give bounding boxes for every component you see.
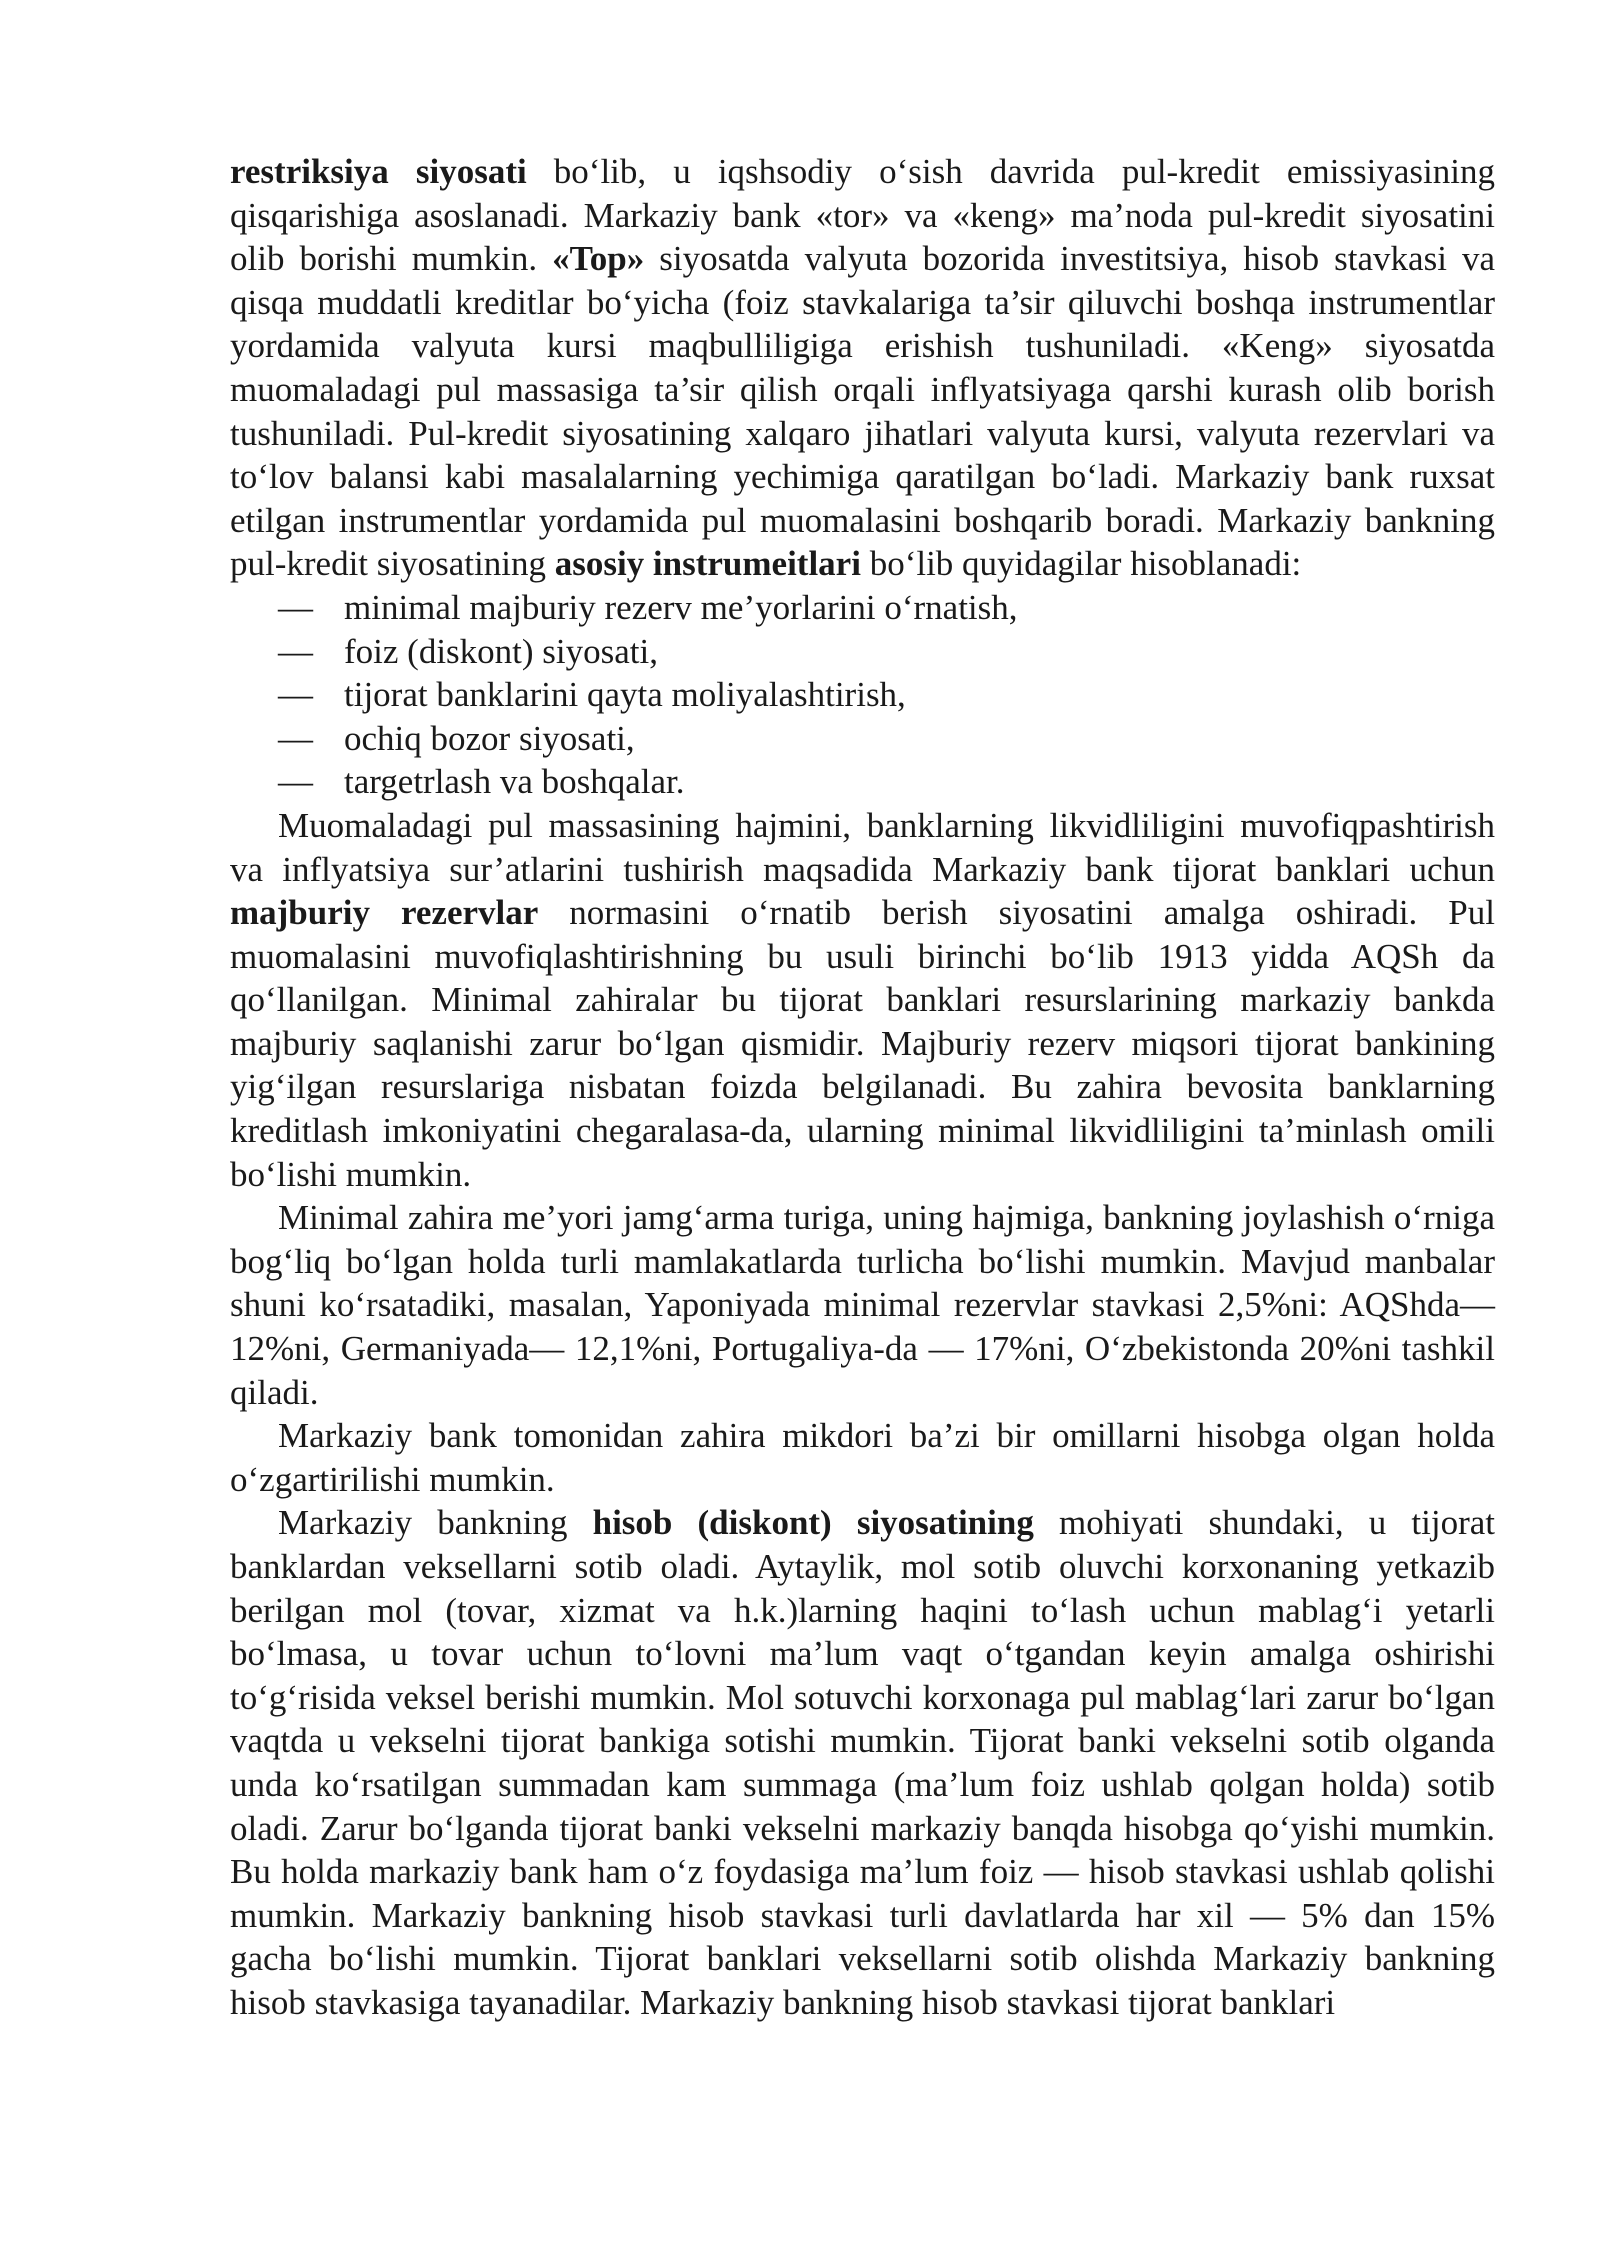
- text: bo‘lib quyidagilar hisoblanadi:: [860, 544, 1302, 584]
- paragraph-restriction-policy: [230, 150, 1495, 586]
- dash-bullet: —: [278, 675, 313, 715]
- dash-bullet: —: [278, 631, 313, 671]
- text: normasini o‘rnatib berish siyosatini amalga oshiradi. Pul muomalasini muvofiqlashtirishning bu usuli birinchi bo‘lib 1913 yidda AQSh da qo‘llanilgan. Minimal zahiralar bu tijorat banklari resurslarining markaziy bankda majburiy saqlanishi zarur bo‘lgan qismidir. Majburiy rezerv miqsori tijorat bankining yig‘ilgan resurslariga nisbatan foizda belgilanadi. Bu zahira bevosita banklarning kreditlash imkoniyatini chegaralasa-da, ularning minimal likvidliligini ta’minlash omili bo‘lishi mumkin.: [230, 893, 1495, 1194]
- document-page: [230, 150, 1495, 2025]
- dash-bullet: —: [278, 718, 313, 758]
- paragraph-mandatory-reserves: [230, 804, 1495, 1196]
- list-item: — ochiq bozor siyosati,: [230, 717, 1495, 761]
- text: bo‘lib, u iqshsodiy o‘sish davrida pul-kredit emissiyasining qisqarishiga asoslanadi. Markaziy bank «tor» va «keng» ma’noda pul-kredit siyosatini olib borishi mumkin.: [230, 152, 1495, 279]
- instruments-list: [230, 586, 1495, 804]
- dash-bullet: —: [278, 587, 313, 627]
- paragraph-minimal-reserve-rates: Minimal zahira me’yori jamg‘arma turiga, uning hajmiga, bankning joylashish o‘rniga bog‘liq bo‘lgan holda turli mamlakatlarda turlicha bo‘lishi mumkin. Mavjud manbalar shuni ko‘rsatadiki, masalan, Yaponiyada minimal rezervlar stavkasi 2,5%ni: AQShda— 12%ni, Germaniyada— 12,1%ni, Portugaliya-da — 17%ni, O‘zbekistonda 20%ni tashkil qiladi.: [230, 1198, 1495, 1412]
- dash-bullet: —: [278, 762, 313, 802]
- text: Muomaladagi pul massasining hajmini, banklarning likvidliligini muvofiqpashtirish va inflyatsiya sur’atlarini tushirish maqsadida Markaziy bank tijorat banklari uchun: [230, 805, 1495, 889]
- paragraph-reserve-changes: Markaziy bank tomonidan zahira mikdori ba’zi bir omillarni hisobga olgan holda o‘zgartirilishi mumkin.: [230, 1416, 1495, 1499]
- term-discount-policy: hisob (diskont) siyosatining: [592, 1503, 1034, 1543]
- paragraph-discount-policy: [230, 1501, 1495, 2024]
- list-item: — tijorat banklarini qayta moliyalashtirish,: [230, 673, 1495, 717]
- list-item: — foiz (diskont) siyosati,: [230, 630, 1495, 674]
- text: Markaziy bankning: [278, 1503, 593, 1543]
- list-item: — minimal majburiy rezerv me’yorlarini o‘rnatish,: [230, 586, 1495, 630]
- term-main-instruments: asosiy instrumeitlari: [554, 544, 861, 584]
- list-item: — targetrlash va boshqalar.: [230, 760, 1495, 804]
- text: siyosatda valyuta bozorida investitsiya, hisob stavkasi va qisqa muddatli kreditlar bo‘yicha (foiz stavkalariga ta’sir qiluvchi boshqa instrumentlar yordamida valyuta kursi maqbulliligiga erishish tushuniladi. «Keng» siyosatda muomaladagi pul massasiga ta’sir qilish orqali inflyatsiyaga qarshi kurash olib borish tushuniladi. Pul-kredit siyosatining xalqaro jihatlari valyuta kursi, valyuta rezervlari va to‘lov balansi kabi masalalarning yechimiga qaratilgan bo‘ladi. Markaziy bank ruxsat etilgan instrumentlar yordamida pul muomalasini boshqarib boradi. Markaziy bankning pul-kredit siyosatining: [230, 239, 1495, 584]
- term-narrow-policy: «Top»: [552, 239, 645, 279]
- term-restriction-policy: restriksiya siyosati: [230, 152, 527, 191]
- term-mandatory-reserves: majburiy rezervlar: [230, 893, 539, 933]
- text: mohiyati shundaki, u tijorat banklardan veksellarni sotib oladi. Aytaylik, mol sotib oluvchi korxonaning yetkazib berilgan mol (tovar, xizmat va h.k.)larning haqini to‘lash uchun mablag‘i yetarli bo‘lmasa, u tovar uchun to‘lovni ma’lum vaqt o‘tgandan keyin amalga oshirishi to‘g‘risida veksel berishi mumkin. Mol sotuvchi korxonaga pul mablag‘lari zarur bo‘lgan vaqtda u vekselni tijorat bankiga sotishi mumkin. Tijorat banki vekselni sotib olganda unda ko‘rsatilgan summadan kam summaga (ma’lum foiz ushlab qolgan holda) sotib oladi. Zarur bo‘lganda tijorat banki vekselni markaziy banqda hisobga qo‘yishi mumkin. Bu holda markaziy bank ham o‘z foydasiga ma’lum foiz — hisob stavkasi ushlab qolishi mumkin. Markaziy bankning hisob stavkasi turli davlatlarda har xil — 5% dan 15% gacha bo‘lishi mumkin. Tijorat banklari veksellarni sotib olishda Markaziy bankning hisob stavkasiga tayanadilar. Markaziy bankning hisob stavkasi tijorat banklari: [230, 1503, 1495, 2022]
